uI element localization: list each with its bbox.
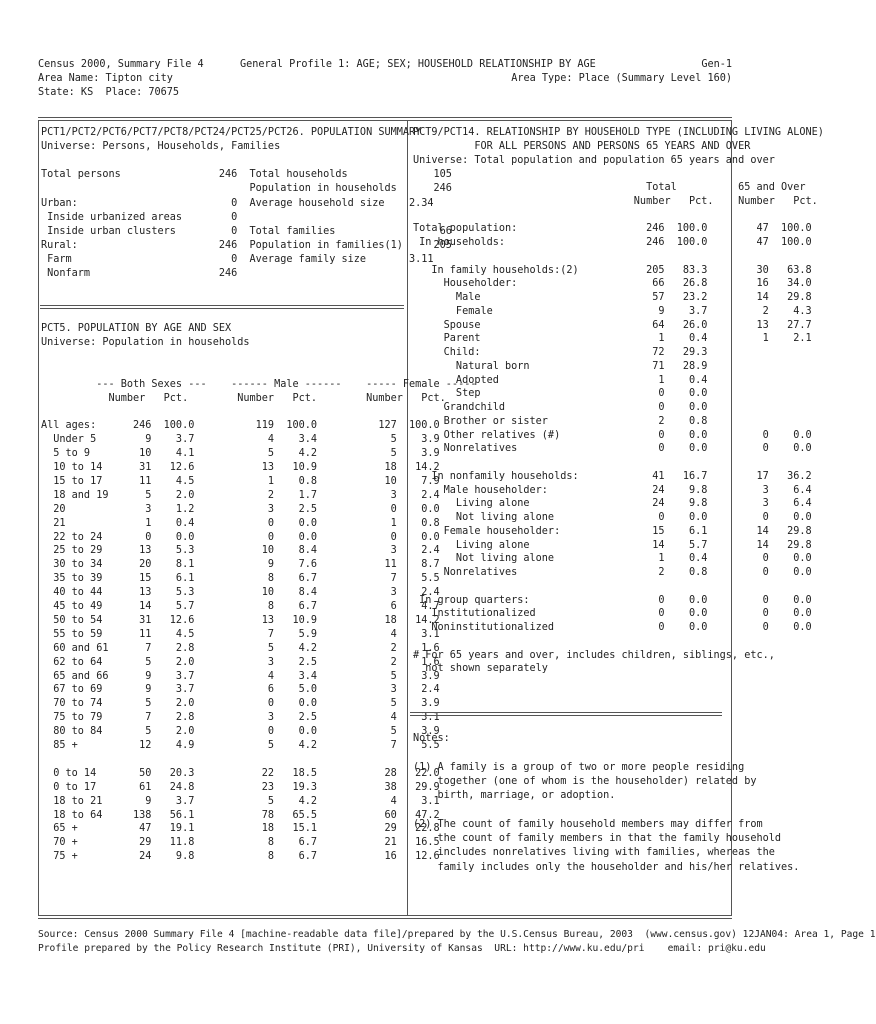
state-place: State: KS Place: 70675	[38, 87, 180, 98]
age-table-line: 45 to 49 14 5.7 8 6.7 6 4.7	[41, 601, 440, 612]
relationship-table-line: Nonrelatives 0 0.0 0 0.0	[413, 443, 812, 455]
age-table-line: 40 to 44 13 5.3 10 8.4 3 2.4	[41, 587, 440, 599]
notes-line: together (one of whom is the householder) related by	[413, 775, 757, 787]
relationship-table-line: Spouse 64 26.0 13 27.7	[413, 319, 812, 331]
relationship-table-line: Child: 72 29.3	[413, 347, 708, 358]
relationship-table-line: not shown separately	[413, 663, 548, 675]
age-table-line: PCT5. POPULATION BY AGE AND SEX	[41, 323, 232, 334]
notes-line: family includes only the householder and his/her relatives.	[413, 861, 800, 873]
age-table-line: 0 to 17 61 24.8 23 19.3 38 29.9	[41, 781, 440, 793]
age-table-line: 60 and 61 7 2.8 5 4.2 2 1.6	[41, 642, 440, 654]
relationship-table-line: Not living alone 0 0.0 0 0.0	[413, 512, 812, 523]
left-section-rule	[40, 305, 404, 309]
report-title: General Profile 1: AGE; SEX; HOUSEHOLD RELATIONSHIP BY AGE	[240, 59, 596, 70]
relationship-table-line: Institutionalized 0 0.0 0 0.0	[413, 608, 812, 620]
relationship-table-line: Grandchild 0 0.0	[413, 402, 708, 413]
relationship-table-line: Total 65 and Over	[413, 182, 806, 193]
header-left-line-1: Census 2000, Summary File 4	[38, 59, 204, 70]
relationship-table-line: Male householder: 24 9.8 3 6.4	[413, 484, 812, 496]
notes-line: (1) A family is a group of two or more people residing	[413, 761, 745, 773]
age-table-line: 70 to 74 5 2.0 0 0.0 5 3.9	[41, 698, 440, 710]
age-table-line: Under 5 9 3.7 4 3.4 5 3.9	[41, 434, 440, 446]
footer-source: Source: Census 2000 Summary File 4 [machine-readable data file]/prepared by the U.S.Census Bureau, 2003 (www.census.gov) 12JAN04: Area 1, Page 1	[38, 929, 876, 940]
relationship-table-line: Female 9 3.7 2 4.3	[413, 305, 812, 317]
relationship-table-line: In group quarters: 0 0.0 0 0.0	[413, 594, 812, 606]
age-table-line: 75 + 24 9.8 8 6.7 16 12.6	[41, 851, 440, 863]
notes-line: birth, marriage, or adoption.	[413, 790, 616, 802]
area-type: Area Type: Place (Summary Level 160)	[511, 73, 732, 84]
footer-profile: Profile prepared by the Policy Research Institute (PRI), University of Kansas URL: http://www.ku.edu/pri email: pri@ku.edu	[38, 943, 766, 954]
age-table-line: 0 to 14 50 20.3 22 18.5 28 22.0	[41, 767, 440, 779]
top-rule	[38, 117, 732, 121]
relationship-table-line: In nonfamily households: 41 16.7 17 36.2	[413, 470, 812, 482]
age-table-line: Universe: Population in households	[41, 336, 250, 348]
relationship-table-line: In households: 246 100.0 47 100.0	[413, 237, 812, 248]
age-table-line: 35 to 39 15 6.1 8 6.7 7 5.5	[41, 573, 440, 585]
relationship-table-line: Parent 1 0.4 1 2.1	[413, 333, 812, 345]
relationship-table-line: Female householder: 15 6.1 14 29.8	[413, 525, 812, 537]
age-table-line: 25 to 29 13 5.3 10 8.4 3 2.4	[41, 545, 440, 557]
summary-line: Urban: 0 Average household size 2.34	[41, 197, 434, 209]
age-table-line: 10 to 14 31 12.6 13 10.9 18 14.2	[41, 462, 440, 473]
age-table-line: 75 to 79 7 2.8 3 2.5 4 3.1	[41, 712, 440, 724]
relationship-table-line: Universe: Total population and population 65 years and over	[413, 154, 775, 166]
age-table-line: 18 and 19 5 2.0 2 1.7 3 2.4	[41, 489, 440, 501]
summary-line: Universe: Persons, Households, Families	[41, 141, 281, 153]
age-table-line: 65 + 47 19.1 18 15.1 29 22.8	[41, 823, 440, 835]
left-border	[38, 121, 39, 915]
notes-line: the count of family members in that the family household	[413, 833, 782, 845]
relationship-table-line: Householder: 66 26.8 16 34.0	[413, 278, 812, 290]
age-table-line: 70 + 29 11.8 8 6.7 21 16.5	[41, 837, 440, 849]
age-table-line: --- Both Sexes --- ------ Male ------ ----- Female -----	[41, 378, 477, 390]
summary-line: Rural: 246 Population in families(1) 205	[41, 239, 452, 251]
age-table-line: All ages: 246 100.0 119 100.0 127 100.0	[41, 420, 440, 432]
bottom-rule	[38, 915, 732, 919]
right-section-rule	[410, 712, 722, 716]
notes-line: includes nonrelatives living with families, whereas the	[413, 847, 775, 859]
relationship-table-line: Not living alone 1 0.4 0 0.0	[413, 553, 812, 565]
relationship-table-line: Number Pct. Number Pct.	[413, 195, 818, 207]
relationship-table-line: # For 65 years and over, includes children, siblings, etc.,	[413, 649, 775, 661]
age-table-line: 22 to 24 0 0.0 0 0.0 0 0.0	[41, 531, 440, 543]
area-name: Area Name: Tipton city	[38, 73, 173, 84]
summary-line: Farm 0 Average family size 3.11	[41, 253, 434, 265]
summary-line: Population in households 246	[41, 183, 452, 195]
relationship-table-line: Brother or sister 2 0.8	[413, 415, 708, 427]
relationship-table-line: PCT9/PCT14. RELATIONSHIP BY HOUSEHOLD TYPE (INCLUDING LIVING ALONE)	[413, 127, 824, 138]
age-table-line: 85 + 12 4.9 5 4.2 7 5.5	[41, 740, 440, 751]
age-table-line: 18 to 21 9 3.7 5 4.2 4 3.1	[41, 795, 440, 807]
age-table-line: 5 to 9 10 4.1 5 4.2 5 3.9	[41, 448, 440, 460]
age-table-line: 62 to 64 5 2.0 3 2.5 2 1.6	[41, 656, 440, 668]
relationship-table-line: Step 0 0.0	[413, 388, 708, 400]
age-table-line: 67 to 69 9 3.7 6 5.0 3 2.4	[41, 684, 440, 696]
relationship-table-line: Living alone 24 9.8 3 6.4	[413, 498, 812, 510]
summary-line: Nonfarm 246	[41, 268, 238, 279]
age-table-line: 21 1 0.4 0 0.0 1 0.8	[41, 517, 440, 529]
relationship-table-line: Other relatives (#) 0 0.0 0 0.0	[413, 429, 812, 441]
relationship-table-line: Total population: 246 100.0 47 100.0	[413, 223, 812, 235]
report-code: Gen-1	[701, 59, 732, 70]
relationship-table-line: Natural born 71 28.9	[413, 360, 708, 372]
relationship-table-line: Noninstitutionalized 0 0.0 0 0.0	[413, 622, 812, 633]
relationship-table-line: Adopted 1 0.4	[413, 374, 708, 386]
relationship-table-line: In family households:(2) 205 83.3 30 63.8	[413, 264, 812, 276]
summary-line: PCT1/PCT2/PCT6/PCT7/PCT8/PCT24/PCT25/PCT26. POPULATION SUMMARY	[41, 127, 422, 138]
age-table-line: 30 to 34 20 8.1 9 7.6 11 8.7	[41, 559, 440, 571]
age-table-line: 55 to 59 11 4.5 7 5.9 4 3.1	[41, 628, 440, 640]
age-table-line: Number Pct. Number Pct. Number Pct.	[41, 392, 446, 404]
notes-line: Notes:	[413, 733, 450, 744]
relationship-table-line: Living alone 14 5.7 14 29.8	[413, 539, 812, 551]
age-table-line: 20 3 1.2 3 2.5 0 0.0	[41, 503, 440, 515]
relationship-table-line: Male 57 23.2 14 29.8	[413, 292, 812, 303]
age-table-line: 18 to 64 138 56.1 78 65.5 60 47.2	[41, 809, 440, 821]
age-table-line: 15 to 17 11 4.5 1 0.8 10 7.9	[41, 475, 440, 487]
summary-line: Total persons 246 Total households 105	[41, 169, 452, 181]
notes-line: (2) The count of family household members may differ from	[413, 818, 763, 830]
summary-line: Inside urbanized areas 0	[41, 211, 238, 223]
relationship-table-line: Nonrelatives 2 0.8 0 0.0	[413, 567, 812, 578]
relationship-table-line: FOR ALL PERSONS AND PERSONS 65 YEARS AND OVER	[413, 140, 751, 152]
age-table-line: 50 to 54 31 12.6 13 10.9 18 14.2	[41, 614, 440, 626]
age-table-line: 65 and 66 9 3.7 4 3.4 5 3.9	[41, 670, 440, 682]
age-table-line: 80 to 84 5 2.0 0 0.0 5 3.9	[41, 726, 440, 738]
summary-line: Inside urban clusters 0 Total families 66	[41, 225, 452, 237]
